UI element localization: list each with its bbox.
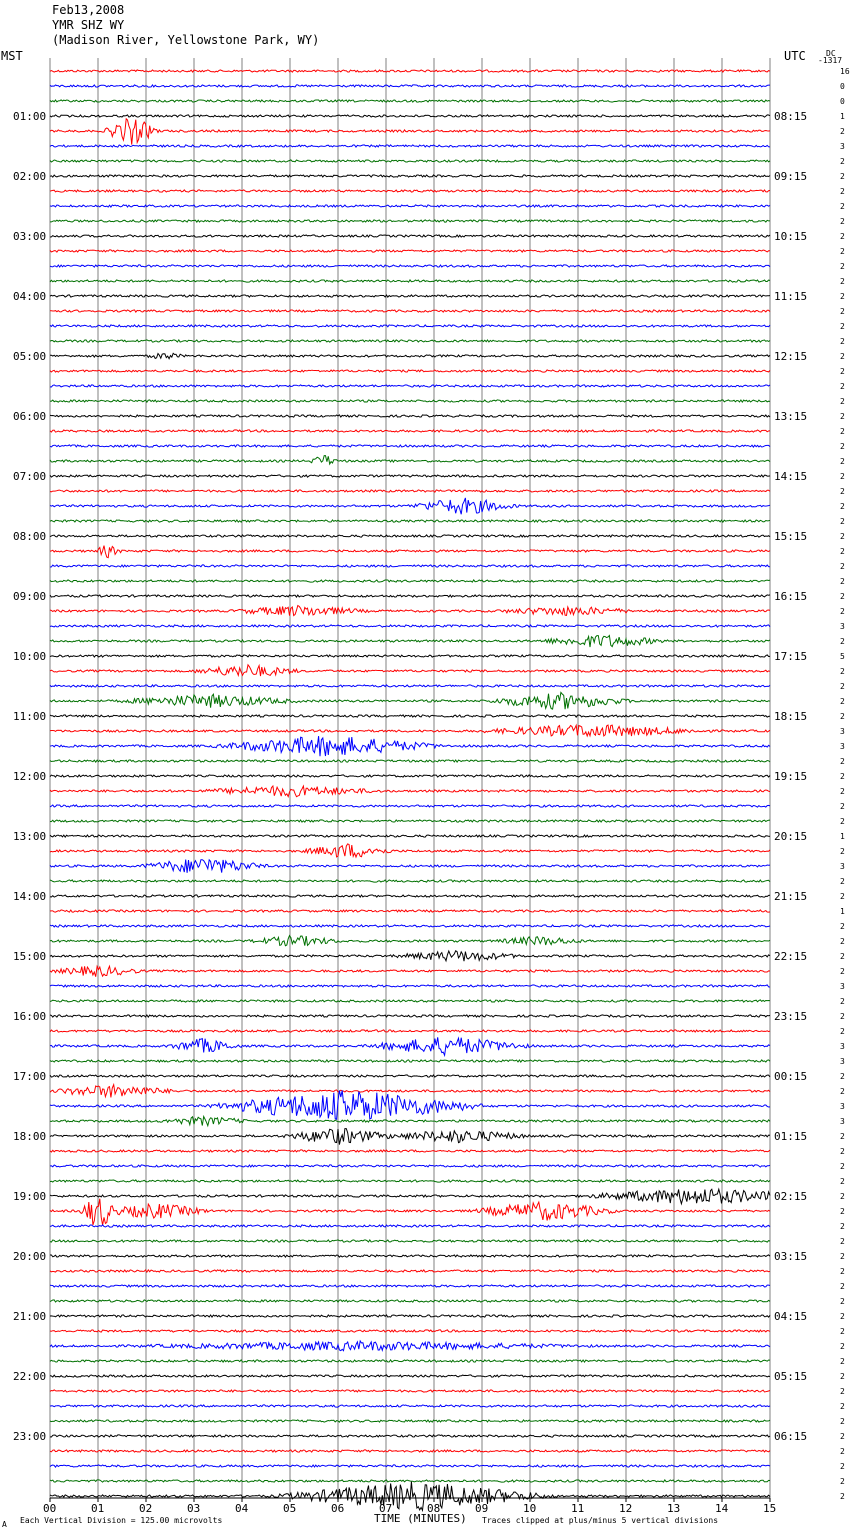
right-trace-value: 0 bbox=[840, 82, 845, 91]
right-hour-label: 21:15 bbox=[774, 890, 808, 903]
time-grid bbox=[50, 58, 770, 1498]
trace-line bbox=[50, 1117, 770, 1126]
trace-line bbox=[50, 966, 770, 977]
trace-line bbox=[50, 925, 770, 927]
x-tick-label: 10 bbox=[523, 1502, 537, 1515]
right-trace-value: 2 bbox=[840, 1222, 845, 1231]
seismic-traces bbox=[50, 70, 770, 1510]
right-trace-value: 2 bbox=[840, 307, 845, 316]
x-tick-label: 09 bbox=[475, 1502, 489, 1515]
left-hour-label: 18:00 bbox=[13, 1130, 47, 1143]
trace-line bbox=[50, 85, 770, 87]
left-hour-label: 06:00 bbox=[13, 410, 47, 423]
left-hour-label: 11:00 bbox=[13, 710, 47, 723]
trace-line bbox=[50, 820, 770, 822]
right-trace-value: 2 bbox=[840, 472, 845, 481]
x-tick-label: 04 bbox=[235, 1502, 249, 1515]
trace-line bbox=[50, 400, 770, 402]
right-hour-label: 09:15 bbox=[774, 170, 808, 183]
x-tick-label: 13 bbox=[667, 1502, 681, 1515]
trace-line bbox=[50, 490, 770, 492]
x-tick-label: 14 bbox=[715, 1502, 729, 1515]
right-trace-values bbox=[840, 67, 850, 1501]
right-trace-value: 2 bbox=[840, 697, 845, 706]
trace-line bbox=[50, 1037, 770, 1055]
right-zone-label: UTC bbox=[784, 49, 806, 63]
trace-line bbox=[50, 844, 770, 857]
left-hour-label: 19:00 bbox=[13, 1190, 47, 1203]
trace-line bbox=[50, 1420, 770, 1422]
right-trace-value: 2 bbox=[840, 562, 845, 571]
trace-line bbox=[50, 1150, 770, 1152]
right-trace-value: 2 bbox=[840, 1132, 845, 1141]
right-trace-value: 2 bbox=[840, 337, 845, 346]
trace-line bbox=[50, 1255, 770, 1257]
right-hour-label: 03:15 bbox=[774, 1250, 808, 1263]
left-hour-label: 15:00 bbox=[13, 950, 47, 963]
right-trace-value: 2 bbox=[840, 202, 845, 211]
dc-value: -1317 bbox=[818, 56, 843, 65]
trace-line bbox=[50, 1315, 770, 1317]
right-trace-value: 2 bbox=[840, 367, 845, 376]
left-hour-label: 16:00 bbox=[13, 1010, 47, 1023]
right-trace-value: 2 bbox=[840, 1432, 845, 1441]
dc-label: DC bbox=[826, 49, 836, 58]
left-hour-label: 20:00 bbox=[13, 1250, 47, 1263]
trace-line bbox=[50, 1030, 770, 1032]
right-trace-value: 2 bbox=[840, 922, 845, 931]
trace-line bbox=[50, 910, 770, 912]
right-hour-label: 20:15 bbox=[774, 830, 808, 843]
right-trace-value: 2 bbox=[840, 1237, 845, 1246]
trace-line bbox=[50, 1300, 770, 1302]
right-trace-value: 2 bbox=[840, 127, 845, 136]
x-tick-label: 07 bbox=[379, 1502, 393, 1515]
trace-line bbox=[50, 353, 770, 358]
right-trace-value: 2 bbox=[840, 1087, 845, 1096]
trace-line bbox=[50, 1465, 770, 1467]
trace-line bbox=[50, 265, 770, 267]
trace-line bbox=[50, 498, 770, 514]
trace-line bbox=[50, 220, 770, 222]
trace-line bbox=[50, 445, 770, 447]
right-trace-value: 0 bbox=[840, 97, 845, 106]
right-trace-value: 2 bbox=[840, 637, 845, 646]
trace-line bbox=[50, 115, 770, 117]
trace-line bbox=[50, 1285, 770, 1287]
right-trace-value: 3 bbox=[840, 742, 845, 751]
right-trace-value: 2 bbox=[840, 937, 845, 946]
trace-line bbox=[50, 936, 770, 946]
right-hour-label: 05:15 bbox=[774, 1370, 808, 1383]
trace-line bbox=[50, 1189, 770, 1204]
x-tick-label: 00 bbox=[43, 1502, 57, 1515]
right-hour-label: 22:15 bbox=[774, 950, 808, 963]
header-date: Feb13,2008 bbox=[52, 3, 125, 17]
trace-line bbox=[50, 736, 770, 756]
left-hour-label: 04:00 bbox=[13, 290, 47, 303]
right-trace-value: 2 bbox=[840, 1192, 845, 1201]
trace-line bbox=[50, 1165, 770, 1167]
trace-line bbox=[50, 1360, 770, 1362]
right-hour-label: 17:15 bbox=[774, 650, 808, 663]
right-trace-value: 2 bbox=[840, 1282, 845, 1291]
right-trace-value: 2 bbox=[840, 1492, 845, 1501]
trace-line bbox=[50, 775, 770, 777]
trace-line bbox=[50, 951, 770, 961]
trace-line bbox=[50, 725, 770, 736]
header-location: (Madison River, Yellowstone Park, WY) bbox=[52, 33, 320, 47]
right-trace-value: 2 bbox=[840, 847, 845, 856]
trace-line bbox=[50, 100, 770, 102]
trace-line bbox=[50, 1000, 770, 1002]
left-hour-label: 22:00 bbox=[13, 1370, 47, 1383]
trace-line bbox=[50, 1270, 770, 1272]
right-hour-label: 10:15 bbox=[774, 230, 808, 243]
right-trace-value: 2 bbox=[840, 817, 845, 826]
trace-line bbox=[50, 250, 770, 252]
trace-line bbox=[50, 580, 770, 582]
left-hour-label: 08:00 bbox=[13, 530, 47, 543]
header-station: YMR SHZ WY bbox=[52, 18, 125, 32]
right-trace-value: 2 bbox=[840, 1027, 845, 1036]
right-trace-value: 2 bbox=[840, 397, 845, 406]
trace-line bbox=[50, 1225, 770, 1227]
right-trace-value: 2 bbox=[840, 1477, 845, 1486]
right-trace-value: 2 bbox=[840, 187, 845, 196]
trace-line bbox=[50, 310, 770, 312]
x-tick-label: 02 bbox=[139, 1502, 153, 1515]
trace-line bbox=[50, 160, 770, 162]
trace-line bbox=[50, 1085, 770, 1098]
right-trace-value: 2 bbox=[840, 772, 845, 781]
trace-line bbox=[50, 1375, 770, 1377]
right-trace-value: 3 bbox=[840, 142, 845, 151]
right-trace-value: 2 bbox=[840, 502, 845, 511]
x-tick-label: 11 bbox=[571, 1502, 585, 1515]
right-trace-value: 2 bbox=[840, 712, 845, 721]
right-trace-value: 2 bbox=[840, 682, 845, 691]
right-trace-value: 2 bbox=[840, 877, 845, 886]
right-trace-value: 2 bbox=[840, 1147, 845, 1156]
trace-line bbox=[50, 1330, 770, 1332]
right-trace-value: 2 bbox=[840, 1342, 845, 1351]
right-trace-value: 2 bbox=[840, 607, 845, 616]
right-trace-value: 1 bbox=[840, 832, 845, 841]
trace-line bbox=[50, 805, 770, 807]
trace-line bbox=[50, 1240, 770, 1242]
right-trace-value: 2 bbox=[840, 1207, 845, 1216]
right-trace-value: 2 bbox=[840, 262, 845, 271]
right-trace-value: 2 bbox=[840, 247, 845, 256]
right-trace-value: 2 bbox=[840, 802, 845, 811]
trace-line bbox=[50, 860, 770, 873]
right-trace-value: 2 bbox=[840, 1252, 845, 1261]
trace-line bbox=[50, 1129, 770, 1145]
right-trace-value: 2 bbox=[840, 532, 845, 541]
trace-line bbox=[50, 595, 770, 597]
right-hour-labels bbox=[774, 110, 807, 1443]
trace-line bbox=[50, 985, 770, 987]
right-trace-value: 2 bbox=[840, 1012, 845, 1021]
trace-line bbox=[50, 205, 770, 207]
trace-line bbox=[50, 456, 770, 465]
right-trace-value: 3 bbox=[840, 622, 845, 631]
trace-line bbox=[50, 1390, 770, 1392]
x-tick-label: 08 bbox=[427, 1502, 441, 1515]
trace-line bbox=[50, 370, 770, 372]
right-trace-value: 2 bbox=[840, 1162, 845, 1171]
trace-line bbox=[50, 880, 770, 882]
trace-line bbox=[50, 665, 770, 676]
right-trace-value: 2 bbox=[840, 352, 845, 361]
right-hour-label: 18:15 bbox=[774, 710, 808, 723]
trace-line bbox=[50, 1015, 770, 1017]
trace-line bbox=[50, 145, 770, 147]
right-trace-value: 2 bbox=[840, 487, 845, 496]
right-trace-value: 2 bbox=[840, 1312, 845, 1321]
trace-line bbox=[50, 895, 770, 897]
right-hour-label: 13:15 bbox=[774, 410, 808, 423]
right-hour-label: 08:15 bbox=[774, 110, 808, 123]
trace-line bbox=[50, 606, 770, 616]
x-axis-title: TIME (MINUTES) bbox=[374, 1512, 467, 1525]
right-trace-value: 2 bbox=[840, 547, 845, 556]
trace-line bbox=[50, 70, 770, 72]
right-trace-value: 3 bbox=[840, 862, 845, 871]
trace-line bbox=[50, 430, 770, 432]
right-trace-value: 2 bbox=[840, 277, 845, 286]
left-hour-label: 21:00 bbox=[13, 1310, 47, 1323]
left-hour-labels bbox=[13, 110, 46, 1443]
right-trace-value: 2 bbox=[840, 577, 845, 586]
right-trace-value: 3 bbox=[840, 727, 845, 736]
trace-line bbox=[50, 655, 770, 657]
trace-line bbox=[50, 325, 770, 327]
right-trace-value: 3 bbox=[840, 1117, 845, 1126]
trace-line bbox=[50, 190, 770, 192]
trace-line bbox=[50, 1075, 770, 1077]
left-hour-label: 12:00 bbox=[13, 770, 47, 783]
right-trace-value: 2 bbox=[840, 787, 845, 796]
trace-line bbox=[50, 535, 770, 537]
trace-line bbox=[50, 520, 770, 522]
right-trace-value: 2 bbox=[840, 1072, 845, 1081]
left-hour-label: 13:00 bbox=[13, 830, 47, 843]
scale-note: Each Vertical Division = 125.00 microvolts bbox=[20, 1516, 223, 1525]
trace-line bbox=[50, 119, 770, 145]
right-trace-value: 3 bbox=[840, 1102, 845, 1111]
right-hour-label: 23:15 bbox=[774, 1010, 808, 1023]
trace-line bbox=[50, 340, 770, 342]
right-trace-value: 2 bbox=[840, 1387, 845, 1396]
right-hour-label: 02:15 bbox=[774, 1190, 808, 1203]
right-trace-value: 2 bbox=[840, 412, 845, 421]
trace-line bbox=[50, 625, 770, 627]
corner-mark: A bbox=[2, 1520, 7, 1529]
right-trace-value: 2 bbox=[840, 1177, 845, 1186]
left-hour-label: 10:00 bbox=[13, 650, 47, 663]
right-trace-value: 2 bbox=[840, 232, 845, 241]
right-trace-value: 1 bbox=[840, 907, 845, 916]
right-trace-value: 2 bbox=[840, 1267, 845, 1276]
right-hour-label: 14:15 bbox=[774, 470, 808, 483]
trace-line bbox=[50, 385, 770, 387]
left-hour-label: 05:00 bbox=[13, 350, 47, 363]
right-trace-value: 2 bbox=[840, 757, 845, 766]
right-hour-label: 01:15 bbox=[774, 1130, 808, 1143]
right-hour-label: 04:15 bbox=[774, 1310, 808, 1323]
x-tick-label: 01 bbox=[91, 1502, 105, 1515]
left-hour-label: 02:00 bbox=[13, 170, 47, 183]
right-trace-value: 2 bbox=[840, 1462, 845, 1471]
right-trace-value: 2 bbox=[840, 592, 845, 601]
right-trace-value: 5 bbox=[840, 652, 845, 661]
right-hour-label: 00:15 bbox=[774, 1070, 808, 1083]
x-tick-label: 05 bbox=[283, 1502, 297, 1515]
right-trace-value: 1 bbox=[840, 112, 845, 121]
trace-line bbox=[50, 1090, 770, 1119]
right-trace-value: 2 bbox=[840, 667, 845, 676]
left-zone-label: MST bbox=[1, 49, 23, 63]
trace-line bbox=[50, 685, 770, 687]
x-tick-label: 03 bbox=[187, 1502, 201, 1515]
right-trace-value: 2 bbox=[840, 217, 845, 226]
left-hour-label: 17:00 bbox=[13, 1070, 47, 1083]
trace-line bbox=[50, 715, 770, 717]
trace-line bbox=[50, 1060, 770, 1062]
trace-line bbox=[50, 175, 770, 177]
trace-line bbox=[50, 1199, 770, 1226]
x-tick-label: 06 bbox=[331, 1502, 345, 1515]
right-trace-value: 3 bbox=[840, 982, 845, 991]
x-tick-label: 12 bbox=[619, 1502, 633, 1515]
trace-line bbox=[50, 1482, 770, 1511]
right-trace-value: 3 bbox=[840, 1042, 845, 1051]
right-trace-value: 2 bbox=[840, 1417, 845, 1426]
right-trace-value: 2 bbox=[840, 442, 845, 451]
left-hour-label: 23:00 bbox=[13, 1430, 47, 1443]
trace-line bbox=[50, 835, 770, 837]
left-hour-label: 01:00 bbox=[13, 110, 47, 123]
right-trace-value: 2 bbox=[840, 952, 845, 961]
trace-line bbox=[50, 280, 770, 282]
left-hour-label: 09:00 bbox=[13, 590, 47, 603]
trace-line bbox=[50, 295, 770, 297]
right-trace-value: 2 bbox=[840, 457, 845, 466]
right-hour-label: 15:15 bbox=[774, 530, 808, 543]
trace-line bbox=[50, 1435, 770, 1437]
right-hour-label: 19:15 bbox=[774, 770, 808, 783]
right-trace-value: 2 bbox=[840, 382, 845, 391]
trace-line bbox=[50, 565, 770, 567]
trace-line bbox=[50, 636, 770, 648]
trace-line bbox=[50, 692, 770, 709]
x-tick-label: 15 bbox=[763, 1502, 777, 1515]
right-trace-value: 3 bbox=[840, 1057, 845, 1066]
trace-line bbox=[50, 546, 770, 558]
clip-note: Traces clipped at plus/minus 5 vertical divisions bbox=[482, 1516, 719, 1525]
right-trace-value: 2 bbox=[840, 967, 845, 976]
right-trace-value: 2 bbox=[840, 427, 845, 436]
trace-line bbox=[50, 415, 770, 417]
left-hour-label: 03:00 bbox=[13, 230, 47, 243]
right-trace-value: 2 bbox=[840, 1357, 845, 1366]
right-trace-value: 2 bbox=[840, 172, 845, 181]
right-trace-value: 2 bbox=[840, 997, 845, 1006]
right-trace-value: 2 bbox=[840, 1327, 845, 1336]
trace-line bbox=[50, 1405, 770, 1407]
right-hour-label: 16:15 bbox=[774, 590, 808, 603]
trace-line bbox=[50, 1450, 770, 1452]
right-trace-value: 2 bbox=[840, 1297, 845, 1306]
right-hour-label: 11:15 bbox=[774, 290, 808, 303]
right-trace-value: 2 bbox=[840, 157, 845, 166]
trace-line bbox=[50, 1480, 770, 1482]
right-hour-label: 06:15 bbox=[774, 1430, 808, 1443]
right-trace-value: 2 bbox=[840, 517, 845, 526]
trace-line bbox=[50, 235, 770, 237]
trace-line bbox=[50, 1180, 770, 1182]
trace-line bbox=[50, 760, 770, 762]
right-trace-value: 2 bbox=[840, 892, 845, 901]
right-trace-value: 2 bbox=[840, 1447, 845, 1456]
trace-line bbox=[50, 1341, 770, 1351]
trace-line bbox=[50, 786, 770, 797]
right-trace-value: 2 bbox=[840, 292, 845, 301]
right-hour-label: 12:15 bbox=[774, 350, 808, 363]
trace-line bbox=[50, 475, 770, 477]
right-trace-value: 2 bbox=[840, 1372, 845, 1381]
left-hour-label: 14:00 bbox=[13, 890, 47, 903]
right-trace-value: 2 bbox=[840, 322, 845, 331]
right-trace-value: 16 bbox=[840, 67, 850, 76]
right-trace-value: 2 bbox=[840, 1402, 845, 1411]
left-hour-label: 07:00 bbox=[13, 470, 47, 483]
